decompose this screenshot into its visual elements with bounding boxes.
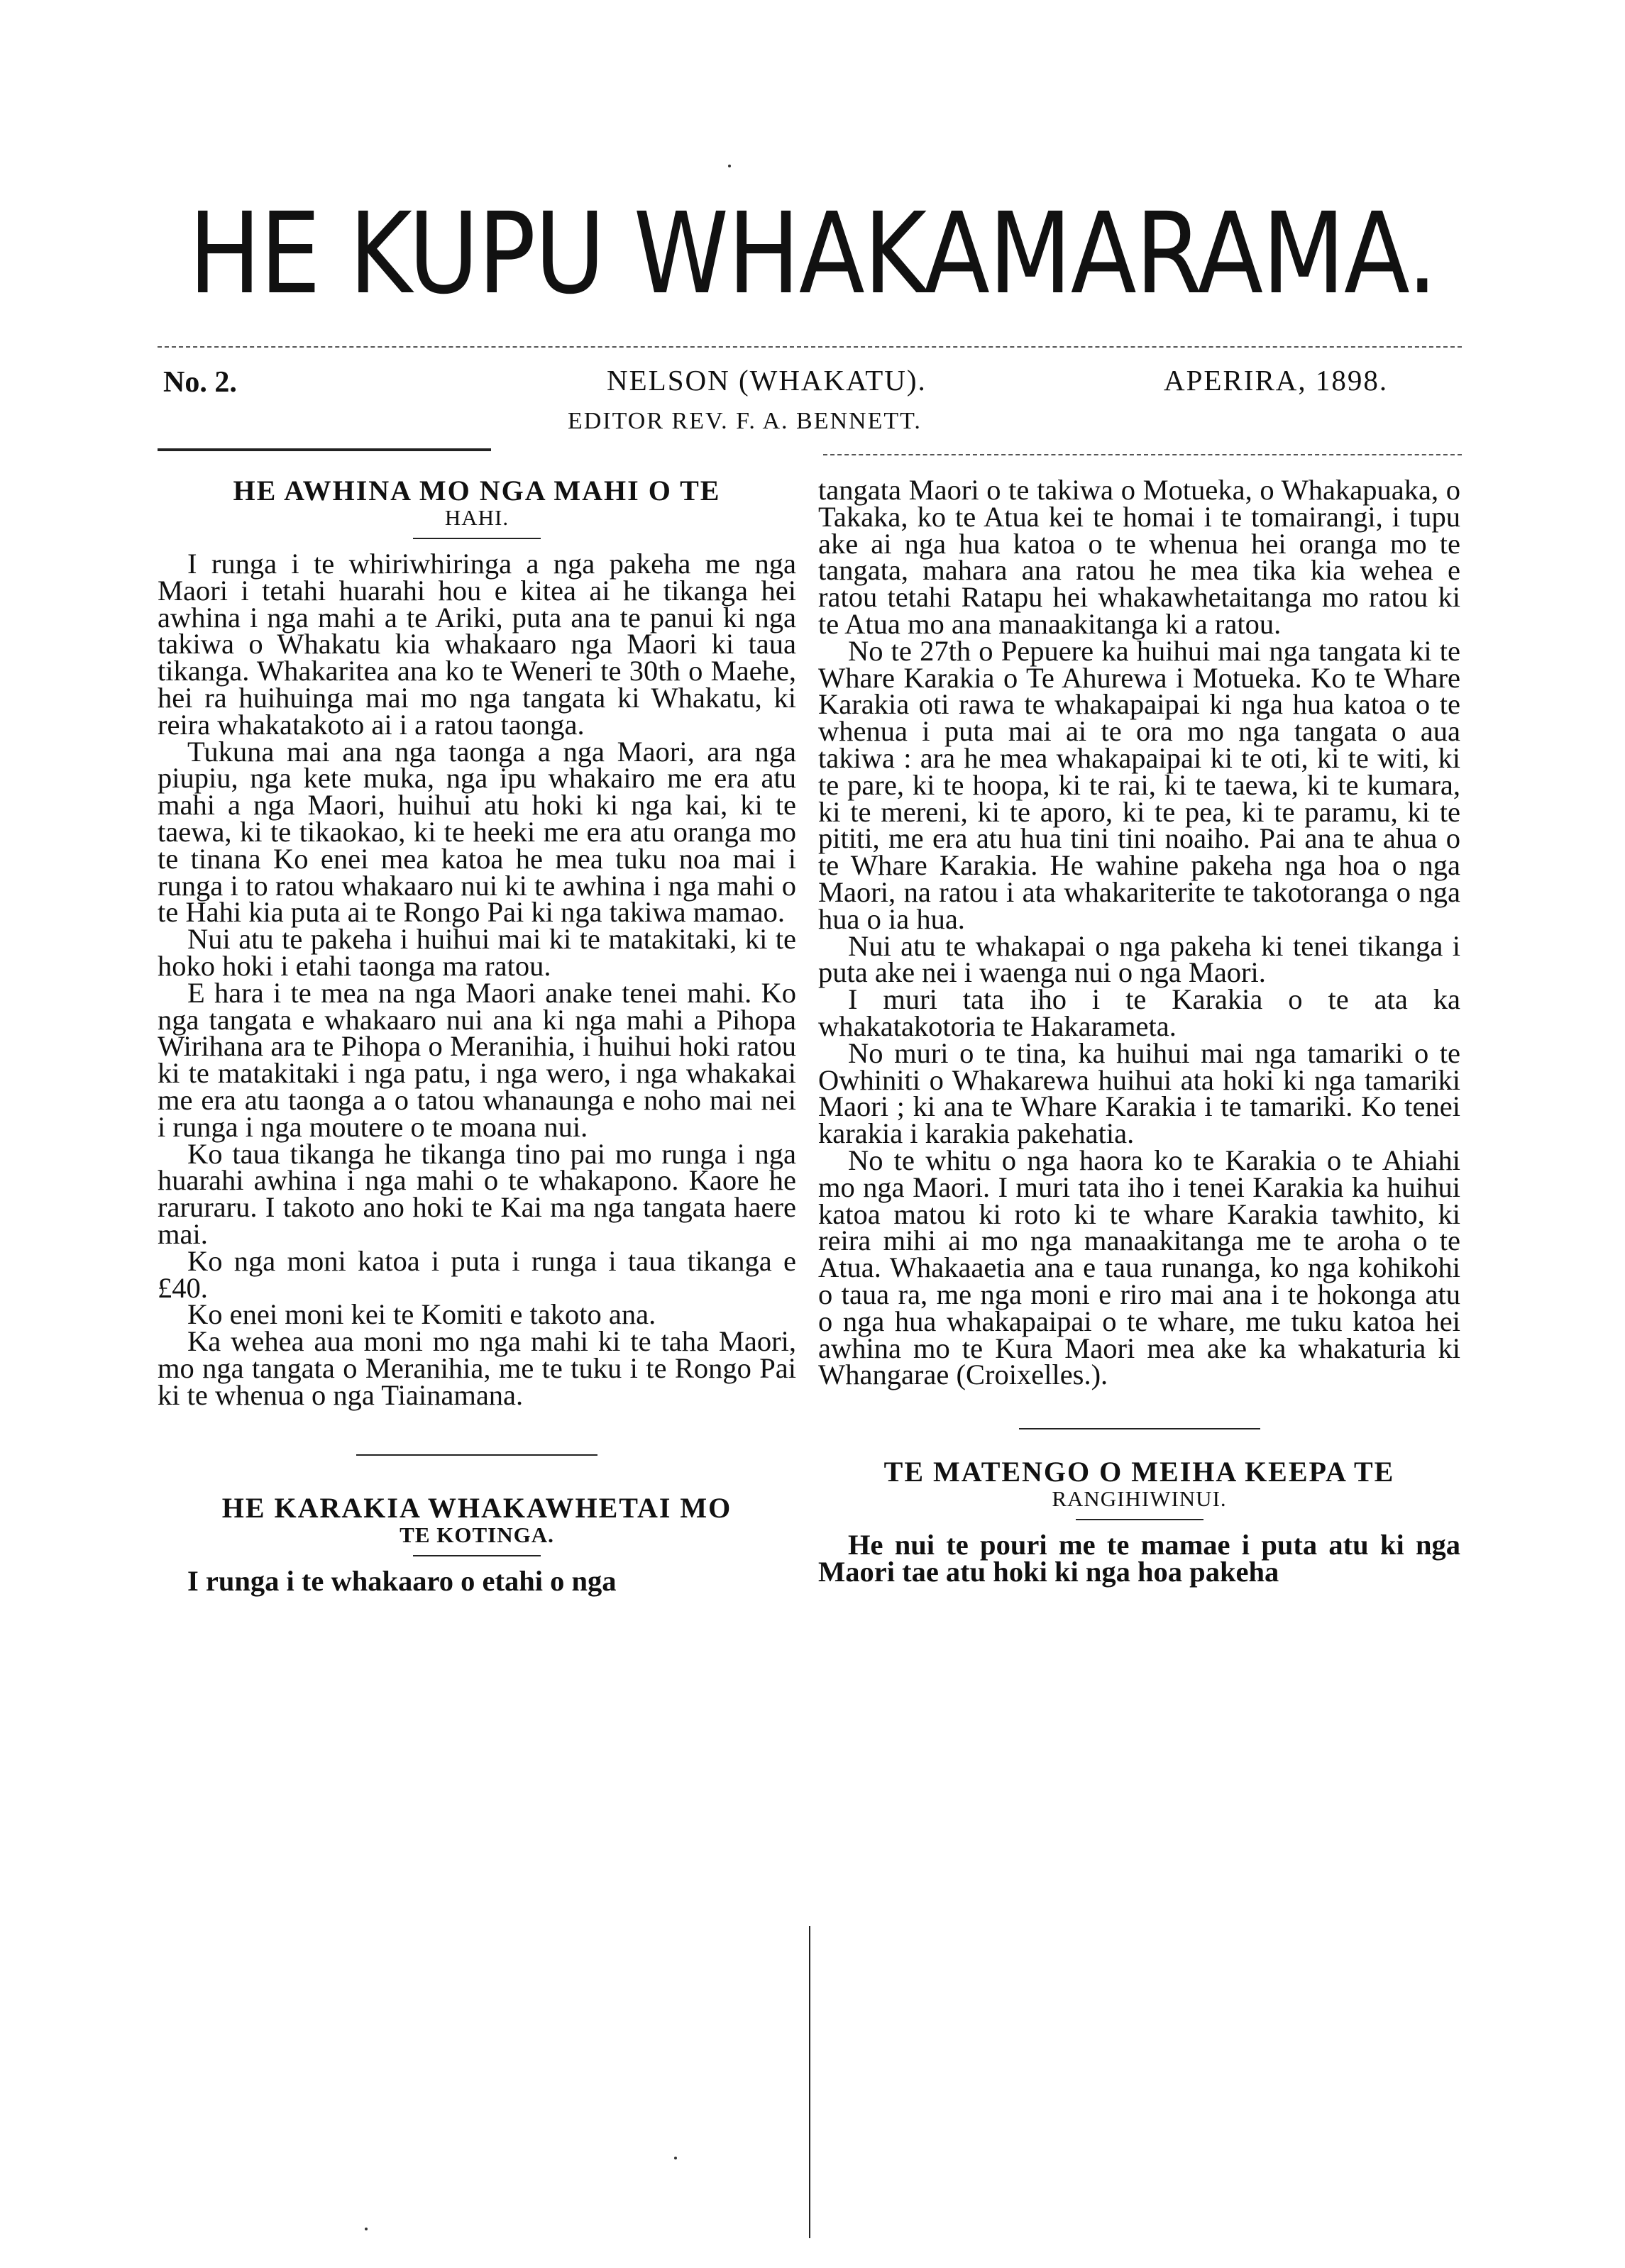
paragraph: Ko enei moni kei te Komiti e takoto ana. xyxy=(187,1298,656,1331)
paragraph: No muri o te tina, ka huihui mai nga tamariki o te Owhiniti o Whakarewa huihui ata hoki ki nga tamariki Maori ; ki ana te Whare Karakia i te tamariki. Ko tenei karakia i karakia pakehatia. xyxy=(818,1036,1460,1150)
title-divider xyxy=(413,538,541,539)
column-left xyxy=(158,475,796,1597)
editor-line: EDITOR REV. F. A. BENNETT. xyxy=(568,408,922,434)
paragraph: Nui atu te pakeha i huihui mai ki te matakitaki, ki te hoko hoki i etahi taonga ma ratou. xyxy=(158,923,796,982)
print-speck xyxy=(674,2157,677,2159)
article-title-karakia: HE KARAKIA WHAKAWHETAI MO xyxy=(221,1491,732,1524)
header-rule-top xyxy=(158,346,1462,348)
issue-date: APERIRA, 1898. xyxy=(1164,364,1389,397)
paragraph: I runga i te whiriwhiringa a nga pakeha me nga Maori i tetahi huarahi hou e kitea ai he tikanga hei awhina i nga mahi a te Ariki, puta ana te panui ki nga takiwa o Whakatu kia whakaaro nga Maori ki taua tikanga. Whakaritea ana ko te Weneri te 30th o Maehe, hei ra huihuinga mai mo nga tangata ki Whakatu, ki reira whakatakoto ai i a ratou taonga. xyxy=(158,548,796,741)
title-divider xyxy=(1076,1519,1203,1520)
article-title-awhina-line2: HAHI. xyxy=(444,505,509,530)
paragraph: No te 27th o Pepuere ka huihui mai nga tangata ki te Whare Karakia o Te Ahurewa i Motueka. Ko te Whare Karakia oti rawa te whakapaipai ki nga hua katoa o te whenua i puta mai ai te ora mo nga tangata o aua takiwa : ara he mea whakapaipai ki te oti, ki te witi, ki te pare, ki te hoopa, ki te rai, ki te taewa, ki te kumara, ki te mereni, ki te aporo, ki te pea, ki te paramu, ki te pititi, me era atu hua tini tini noaiho. Pai ana te ahua o te Whare Karakia. He wahine pakeha nga hoa o nga Maori, na ratou i ata whakariterite te takotoranga o nga hua o ia hua. xyxy=(818,634,1460,935)
column-right xyxy=(818,474,1460,1588)
column-divider xyxy=(809,1926,810,2238)
paragraph: Nui atu te whakapai o nga pakeha ki tenei tikanga i puta ake nei i waenga nui o nga Maori. xyxy=(818,929,1460,989)
paragraph: I runga i te whakaaro o etahi o nga xyxy=(187,1564,617,1597)
title-divider xyxy=(413,1555,541,1556)
header-rule-right xyxy=(823,454,1462,455)
paragraph: He nui te pouri me te mamae i puta atu ki nga Maori tae atu hoki ki nga hoa pakeha xyxy=(818,1529,1460,1588)
paragraph: Tukuna mai ana nga taonga a nga Maori, ara nga piupiu, nga kete muka, nga ipu whakairo me era atu mahi a nga Maori, huihui atu hoki ki nga kai, ki te taewa, ki te tikaokao, ki te heeki me era atu oranga mo te tinana Ko enei mea katoa he mea tuku noa mai i runga i to ratou whakaaro nui ki te awhina i nga mahi o te Hahi kia puta ai te Rongo Pai ki nga takiwa mamao. xyxy=(158,735,796,929)
paragraph: No te whitu o nga haora ko te Karakia o te Ahiahi mo nga Maori. I muri tata iho i tenei Karakia ka huihui katoa matou ki roto ki te whare Karakia tawhito, ki reira mihi ai mo nga manaakitanga me te aroha o te Atua. Whakaaetia ana e taua runanga, ko nga kohikohi o taua ra, me nga moni e riro mai ana i te hokonga atu o nga hua whakapaipai o te whare, me tuku katoa hei awhina mo te Kura Maori mea ake ka whakaturia ki Whangarae (Croixelles.). xyxy=(818,1144,1460,1391)
paragraph: Ko taua tikanga he tikanga tino pai mo runga i nga huarahi awhina i nga mahi o te whakapono. Kaore he raruraru. I takoto ano hoki te Kai ma nga tangata haere mai. xyxy=(158,1137,796,1250)
paragraph: I muri tata iho i te Karakia o te ata ka whakatakotoria te Hakarameta. xyxy=(818,983,1460,1042)
article-subtitle-karakia: TE KOTINGA. xyxy=(400,1522,554,1547)
issue-number: No. 2. xyxy=(163,366,237,399)
masthead-title: HE KUPU WHAKAMARAMA. xyxy=(188,189,1437,319)
place-name: NELSON (WHAKATU). xyxy=(607,364,927,397)
paragraph: Ko nga moni katoa i puta i runga i taua tikanga e £40. xyxy=(158,1244,796,1304)
section-divider xyxy=(1019,1428,1260,1429)
header-rule-left xyxy=(158,448,491,451)
print-speck xyxy=(728,165,731,167)
print-speck xyxy=(365,2228,368,2230)
article-title-matengo: TE MATENGO O MEIHA KEEPA TE xyxy=(883,1456,1395,1488)
paragraph: Ka wehea aua moni mo nga mahi ki te taha Maori, mo nga tangata o Meranihia, me te tuku i te Rongo Pai ki te whenua o nga Tiainamana. xyxy=(158,1325,796,1411)
section-divider xyxy=(356,1454,597,1456)
article-title-awhina: HE AWHINA MO NGA MAHI O TE xyxy=(233,475,721,507)
article-subtitle-matengo: RANGIHIWINUI. xyxy=(1052,1486,1227,1512)
paragraph: E hara i te mea na nga Maori anake tenei mahi. Ko nga tangata e whakaaro nui ana ki nga mahi a Pihopa Wirihana ara te Pihopa o Meranihia, i huihui hoki ratou ki te matakitaki i nga patu, i nga wero, i nga whakakai me era atu taonga a o tatou whanaunga e noho mai nei i runga i nga moutere o te moana nui. xyxy=(158,976,796,1143)
paragraph: tangata Maori o te takiwa o Motueka, o Whakapuaka, o Takaka, ko te Atua kei te homai i te tomairangi, i tupu ake ai nga hua katoa o te whenua hei oranga mo te tangata, mahara ana ratou he mea tika kia wehea e ratou tetahi Ratapu hei whakawhetaitanga mo ratou ki te Atua mo ana manaakitanga ki a ratou. xyxy=(818,474,1460,640)
